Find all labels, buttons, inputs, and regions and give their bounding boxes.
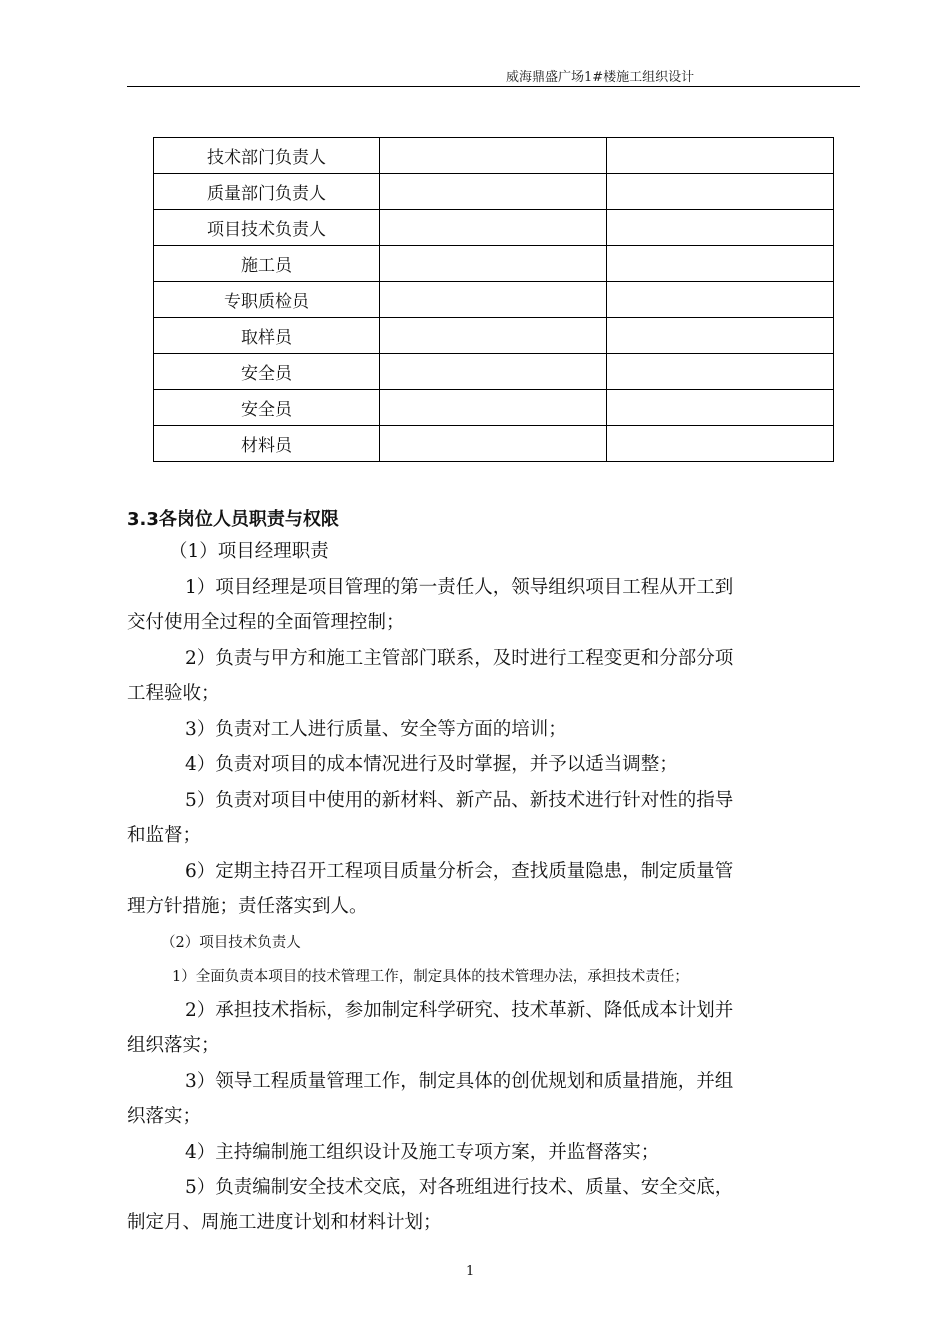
role-cell: 质量部门负责人 bbox=[154, 174, 380, 210]
paragraph-line: 2）承担技术指标，参加制定科学研究、技术革新、降低成本计划并 bbox=[185, 1000, 734, 1021]
empty-cell bbox=[607, 354, 834, 390]
empty-cell bbox=[607, 246, 834, 282]
role-cell: 安全员 bbox=[154, 390, 380, 426]
empty-cell bbox=[607, 174, 834, 210]
role-cell: 专职质检员 bbox=[154, 282, 380, 318]
empty-cell bbox=[607, 210, 834, 246]
empty-cell bbox=[380, 426, 607, 462]
paragraph-line: 织落实； bbox=[127, 1106, 202, 1127]
table-row bbox=[154, 174, 834, 210]
empty-cell bbox=[607, 426, 834, 462]
empty-cell bbox=[380, 138, 607, 174]
role-cell: 安全员 bbox=[154, 354, 380, 390]
paragraph-line: 5）负责编制安全技术交底，对各班组进行技术、质量、安全交底， bbox=[185, 1177, 734, 1198]
paragraph-line: 1）项目经理是项目管理的第一责任人，领导组织项目工程从开工到 bbox=[185, 577, 734, 598]
role-cell: 取样员 bbox=[154, 318, 380, 354]
paragraph-line: 5）负责对项目中使用的新材料、新产品、新技术进行针对性的指导 bbox=[185, 790, 734, 811]
paragraph-line: 4）主持编制施工组织设计及施工专项方案，并监督落实； bbox=[185, 1142, 660, 1163]
paragraph-line: 制定月、周施工进度计划和材料计划； bbox=[127, 1212, 442, 1233]
empty-cell bbox=[607, 282, 834, 318]
subheading-project-manager: （1）项目经理职责 bbox=[169, 541, 329, 562]
empty-cell bbox=[380, 318, 607, 354]
paragraph-line: 工程验收； bbox=[127, 683, 220, 704]
section-heading: 3.3各岗位人员职责与权限 bbox=[127, 509, 339, 530]
paragraph-line: 3）领导工程质量管理工作，制定具体的创优规划和质量措施，并组 bbox=[185, 1071, 734, 1092]
paragraph-line: 和监督； bbox=[127, 825, 202, 846]
empty-cell bbox=[380, 390, 607, 426]
empty-cell bbox=[380, 246, 607, 282]
table-row bbox=[154, 282, 834, 318]
empty-cell bbox=[607, 318, 834, 354]
subheading-technical-lead: （2）项目技术负责人 bbox=[161, 935, 301, 951]
paragraph-line: 组织落实； bbox=[127, 1035, 220, 1056]
paragraph-line: 2）负责与甲方和施工主管部门联系，及时进行工程变更和分部分项 bbox=[185, 648, 734, 669]
empty-cell bbox=[607, 390, 834, 426]
table-row bbox=[154, 210, 834, 246]
table-row bbox=[154, 318, 834, 354]
role-cell: 技术部门负责人 bbox=[154, 138, 380, 174]
table-row bbox=[154, 354, 834, 390]
empty-cell bbox=[380, 354, 607, 390]
paragraph-line: 1）全面负责本项目的技术管理工作，制定具体的技术管理办法，承担技术责任； bbox=[172, 969, 689, 985]
empty-cell bbox=[380, 282, 607, 318]
role-cell: 施工员 bbox=[154, 246, 380, 282]
paragraph-line: 6）定期主持召开工程项目质量分析会，查找质量隐患，制定质量管 bbox=[185, 861, 734, 882]
role-cell: 项目技术负责人 bbox=[154, 210, 380, 246]
paragraph-line: 3）负责对工人进行质量、安全等方面的培训； bbox=[185, 719, 567, 740]
table-row bbox=[154, 390, 834, 426]
table-row bbox=[154, 246, 834, 282]
paragraph-line: 理方针措施；责任落实到人。 bbox=[127, 896, 368, 917]
header-rule bbox=[127, 86, 860, 87]
paragraph-line: 4）负责对项目的成本情况进行及时掌握，并予以适当调整； bbox=[185, 754, 678, 775]
empty-cell bbox=[380, 174, 607, 210]
table-row bbox=[154, 426, 834, 462]
role-cell: 材料员 bbox=[154, 426, 380, 462]
empty-cell bbox=[607, 138, 834, 174]
table-row bbox=[154, 138, 834, 174]
page-number: 1 bbox=[466, 1264, 475, 1279]
personnel-table bbox=[153, 137, 834, 462]
paragraph-line: 交付使用全过程的全面管理控制； bbox=[127, 612, 405, 633]
empty-cell bbox=[380, 210, 607, 246]
running-header: 威海鼎盛广场1#楼施工组织设计 bbox=[506, 70, 695, 85]
